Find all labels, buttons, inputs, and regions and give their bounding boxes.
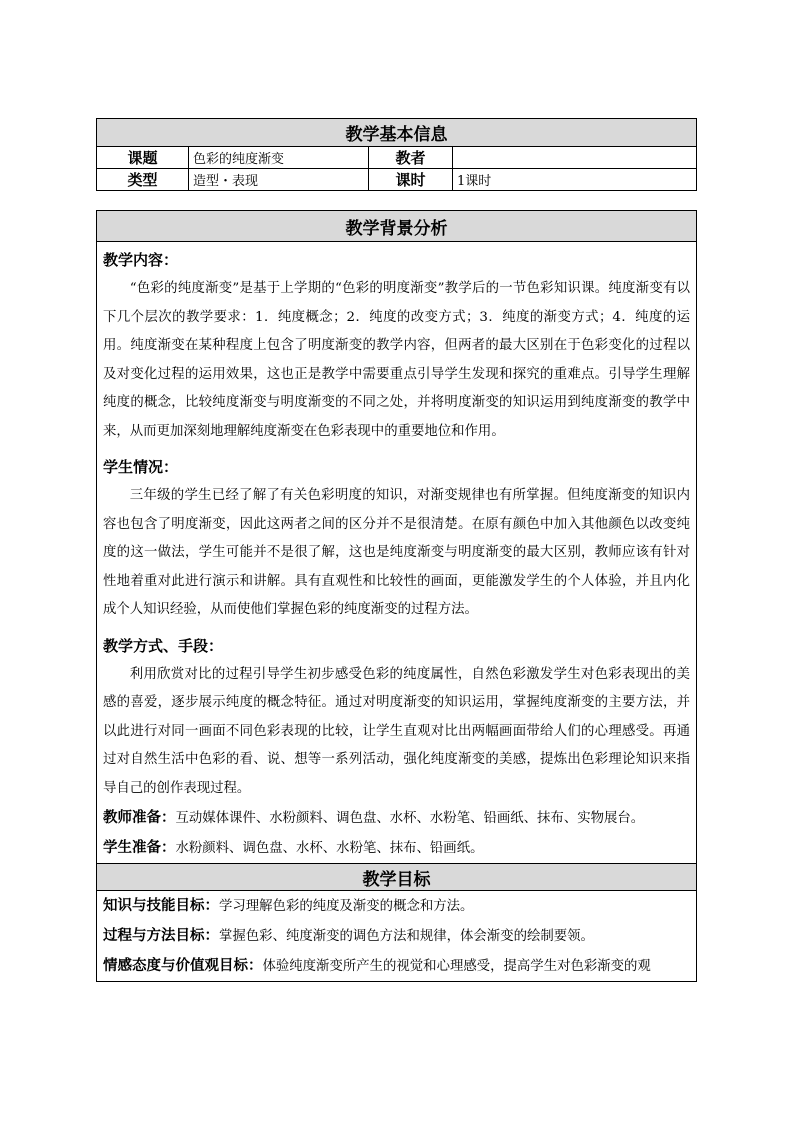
topic-label: 课题 xyxy=(97,147,189,169)
type-value: 造型・表现 xyxy=(189,169,369,191)
teaching-background-table xyxy=(96,210,697,982)
section-heading: 教学方式、手段： xyxy=(103,636,224,655)
basic-info-header: 教学基本信息 xyxy=(97,119,697,147)
goal-value: 体验纯度渐变所产生的视觉和心理感受，提高学生对色彩渐变的观 xyxy=(262,959,651,974)
section-heading: 教学内容： xyxy=(103,251,179,269)
table-row xyxy=(97,169,697,191)
goal-item xyxy=(103,891,690,921)
section-paragraph: “色彩的纯度渐变”是基于上学期的“色彩的明度渐变”教学后的一节色彩知识课。纯度渐变有以下几个层次的教学要求：1．纯度概念；2．纯度的改变方式；3．纯度的渐变方式；4．纯度的运用。纯度渐变在某种程度上包含了明度渐变的教学内容，但两者的最大区别在于色彩变化的过程以及对变化过程的运用效果，这也正是教学中需要重点引导学生发现和探究的重难点。引导学生理解纯度的概念，比较纯度渐变与明度渐变的不同之处，并将明度渐变的知识运用到纯度渐变的教学中来，从而更加深刻地理解纯度渐变在色彩表现中的重要地位和作用。 xyxy=(103,281,690,439)
background-header: 教学背景分析 xyxy=(97,211,697,242)
type-label: 类型 xyxy=(97,169,189,191)
section-paragraph: 利用欣赏对比的过程引导学生初步感受色彩的纯度属性，自然色彩激发学生对色彩表现出的美感的喜爱，逐步展示纯度的概念特征。通过对明度渐变的知识运用，掌握纯度渐变的主要方法，并以此进行对同一画面不同色彩表现的比较，让学生直观对比出两幅画面带给人们的心理感受。再通过对自然生活中色彩的看、说、想等一系列活动，强化纯度渐变的美感，提炼出色彩理论知识来指导自己的创作表现过程。 xyxy=(103,666,690,796)
goal-label: 情感态度与价值观目标： xyxy=(103,957,263,974)
goal-value: 学习理解色彩的纯度及渐变的概念和方法。 xyxy=(219,899,474,914)
goal-value: 掌握色彩、纯度渐变的调色方法和规律，体会渐变的绘制要领。 xyxy=(219,929,594,944)
period-label: 课时 xyxy=(369,169,453,191)
background-content xyxy=(97,242,697,864)
goal-item xyxy=(103,921,690,951)
teacher-prep-label: 教师准备： xyxy=(103,809,176,826)
section-heading: 学生情况： xyxy=(103,458,179,476)
goals-content xyxy=(97,891,697,982)
topic-value: 色彩的纯度渐变 xyxy=(189,147,369,169)
student-prep-value: 水粉颜料、调色盘、水杯、水粉笔、抹布、铅画纸。 xyxy=(175,841,484,856)
period-value: 1课时 xyxy=(453,169,697,191)
table-row xyxy=(97,147,697,169)
student-prep xyxy=(103,833,690,863)
goal-label: 知识与技能目标： xyxy=(103,897,219,914)
student-prep-label: 学生准备： xyxy=(103,839,176,856)
section-paragraph: 三年级的学生已经了解了有关色彩明度的知识，对渐变规律也有所掌握。但纯度渐变的知识内容也包含了明度渐变，因此这两者之间的区分并不是很清楚。在原有颜色中加入其他颜色以改变纯度的这一做法，学生可能并不是很了解，这也是纯度渐变与明度渐变的最大区别，教师应该有针对性地着重对此进行演示和讲解。具有直观性和比较性的画面，更能激发学生的个人体验，并且内化成个人知识经验，从而使他们掌握色彩的纯度渐变的过程方法。 xyxy=(103,488,690,617)
teacher-prep xyxy=(103,803,690,833)
basic-info-table xyxy=(96,118,697,191)
teacher-value xyxy=(453,147,697,169)
goals-header: 教学目标 xyxy=(97,864,697,891)
goal-item xyxy=(103,951,690,981)
teacher-label: 教者 xyxy=(369,147,453,169)
goal-label: 过程与方法目标： xyxy=(103,927,219,944)
teacher-prep-value: 互动媒体课件、水粉颜料、调色盘、水杯、水粉笔、铅画纸、抹布、实物展台。 xyxy=(175,811,645,826)
